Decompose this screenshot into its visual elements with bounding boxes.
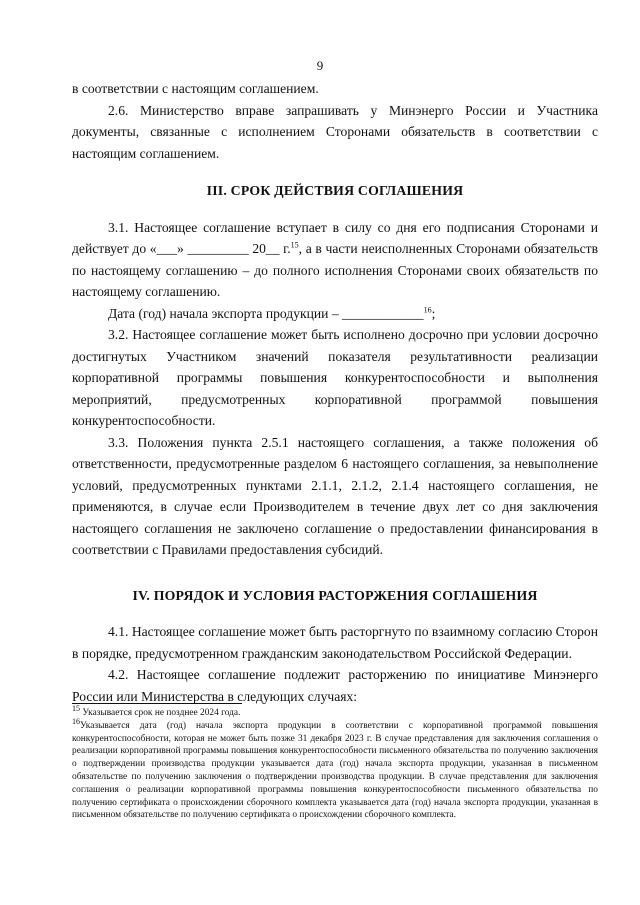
footnote-text: Указывается дата (год) начала экспорта продукции в соответствии с корпоративной программой повышения конкурентоспособности, которая не может быть позже 31 декабря 2023 г. В случае представления для заключения соглашения о реализации корпоративной программы повышения конкурентоспособности письменного обязательства по получению заключения о подтверждении производства продукции указывается дата (год) начала экспорта продукции, указанная в письменном обязательстве по получению заключения о подтверждении производства продукции. В случае представления для заключения соглашения о реализации корпоративной программы повышения конкурентоспособности письменного обязательства по получению сертификата о происхождении сборочного комплекта указывается дата (год) начала экспорта продукции, указанная в письменном обязательстве по получению сертификата о происхождении сборочного комплекта. [72,720,598,821]
footnote-ref-16: 16 [423,304,432,314]
footnote-16 [72,716,598,822]
paragraph-4-2: 4.2. Настоящее соглашение подлежит расторжению по инициативе Минэнерго России или Министерства в следующих случаях: [72,667,598,704]
section-4-heading: IV. ПОРЯДОК И УСЛОВИЯ РАСТОРЖЕНИЯ СОГЛАШЕНИЯ [132,587,538,603]
paragraph-4-1: 4.1. Настоящее соглашение может быть расторгнуто по взаимному согласию Сторон в порядке, предусмотренном гражданским законодательством Российской Федерации. [72,624,598,661]
footnote-text: Указывается срок не позднее 2024 года. [80,708,241,718]
paragraph-3-1-text-b: , а в части неисполненных Сторонами обязательств по настоящему соглашению – до полного исполнения Сторонами своих обязательств по настоящему соглашению. [72,241,599,299]
footnote-separator [72,703,242,704]
paragraph-3-2: 3.2. Настоящее соглашение может быть исполнено досрочно при условии досрочно достигнутых Участником значений показателя результативности реализации корпоративной программы повышения конкурентоспособности и выполнения мероприятий, предусмотренных корпоративной программой повышения конкурентоспособности. [72,327,598,428]
footnote-ref-15: 15 [290,240,299,250]
export-date-end: ; [431,305,436,321]
document-body [72,78,598,707]
paragraph-2-6: 2.6. Министерство вправе запрашивать у Минэнерго России и Участника документы, связанные с исполнением Сторонами обязательств в соответствии с настоящим соглашением. [72,102,598,161]
paragraph-3-1-text-a: 3.1. Настоящее соглашение вступает в силу со дня его подписания Сторонами и действует до «___» _________ 20__ г. [72,219,598,256]
footnote-number: 15 [72,703,80,713]
page-number: 9 [316,58,324,73]
section-3-heading: III. СРОК ДЕЙСТВИЯ СОГЛАШЕНИЯ [206,183,464,198]
paragraph-continuation: в соответствии с настоящим соглашением. [72,81,319,96]
footnote-number: 16 [72,716,80,726]
paragraph-export-date [72,303,598,325]
export-date-text: Дата (год) начала экспорта продукции – ____________ [108,305,424,321]
paragraph-3-1 [72,217,598,303]
footnotes [72,703,598,822]
paragraph-3-3: 3.3. Положения пункта 2.5.1 настоящего соглашения, а также положения об ответственности, предусмотренные разделом 6 настоящего соглашения, за невыполнение условий, предусмотренных пунктами 2.1.1, 2.1.2, 2.1.4 настоящего соглашения, не применяются, в случае если Производителем в течение двух лет со дня заключения настоящего соглашения не заключено соглашение о предоставлении финансирования в соответствии с Правилами предоставления субсидий. [72,434,598,557]
footnote-15 [72,703,598,720]
